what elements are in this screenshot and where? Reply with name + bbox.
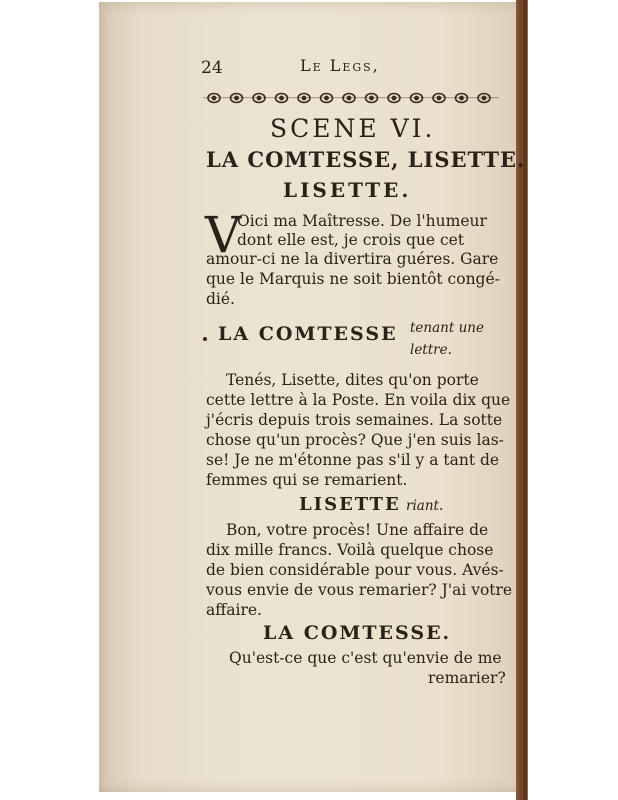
text-line: dié. xyxy=(206,290,235,308)
binding-edge xyxy=(523,0,527,800)
ornament-dot xyxy=(415,96,418,99)
ornament-dot xyxy=(235,96,238,99)
stage-direction: lettre. xyxy=(410,342,452,358)
text-line: Qu'est-ce que c'est qu'envie de me xyxy=(229,649,502,667)
ornament-dot xyxy=(280,96,283,99)
speaker-comtesse: LA COMTESSE. xyxy=(263,622,452,644)
text-line: chose qu'un procès? Que j'en suis las- xyxy=(206,431,504,449)
speaker-lisette: LISETTE xyxy=(299,494,401,515)
text-line: femmes qui se remarient. xyxy=(206,471,408,489)
text-line: cette lettre à la Poste. En voila dix que xyxy=(206,391,511,409)
text-line: j'écris depuis trois semaines. La sotte xyxy=(206,411,503,429)
ornament-dot xyxy=(392,96,395,99)
scene-title: SCENE VI. xyxy=(270,114,436,143)
ornament-dot xyxy=(212,96,215,99)
scene-characters: LA COMTESSE, LISETTE. xyxy=(206,147,526,172)
speaker-lisette: LISETTE. xyxy=(283,178,412,202)
ornament-dot xyxy=(437,96,440,99)
page-number: 24 xyxy=(201,58,223,78)
stage-direction: riant. xyxy=(406,498,444,514)
ornament-dot xyxy=(370,96,373,99)
text-line: amour-ci ne la divertira guéres. Gare xyxy=(206,250,499,268)
ornament-dot xyxy=(347,96,350,99)
ornament-dot xyxy=(460,96,463,99)
stage-direction: tenant une xyxy=(410,320,484,336)
text-line: que le Marquis ne soit bientôt congé- xyxy=(206,270,500,288)
speaker-comtesse: LA COMTESSE xyxy=(218,323,398,345)
text-line: se! Je ne m'étonne pas s'il y a tant de xyxy=(206,451,500,469)
text-line: dix mille francs. Voilà quelque chose xyxy=(206,541,494,559)
running-title: Le Legs, xyxy=(300,56,380,75)
text-line: affaire. xyxy=(206,601,262,619)
ornament-dot xyxy=(302,96,305,99)
text-line: Tenés, Lisette, dites qu'on porte xyxy=(226,371,479,389)
text-line: dont elle est, je crois que cet xyxy=(237,231,465,249)
ornament-band xyxy=(203,89,499,107)
catchword: remarier? xyxy=(428,669,506,687)
margin-mark xyxy=(203,337,207,341)
drop-cap: V xyxy=(205,206,242,264)
text-line: Bon, votre procès! Une affaire de xyxy=(226,521,489,539)
ornament-dot xyxy=(482,96,485,99)
ornament-dot xyxy=(257,96,260,99)
text-line: vous envie de vous remarier? J'ai votre xyxy=(206,581,513,599)
text-line: Oici ma Maîtresse. De l'humeur xyxy=(237,212,487,230)
ornament-dot xyxy=(325,96,328,99)
text-line: de bien considérable pour vous. Avés- xyxy=(206,561,504,579)
